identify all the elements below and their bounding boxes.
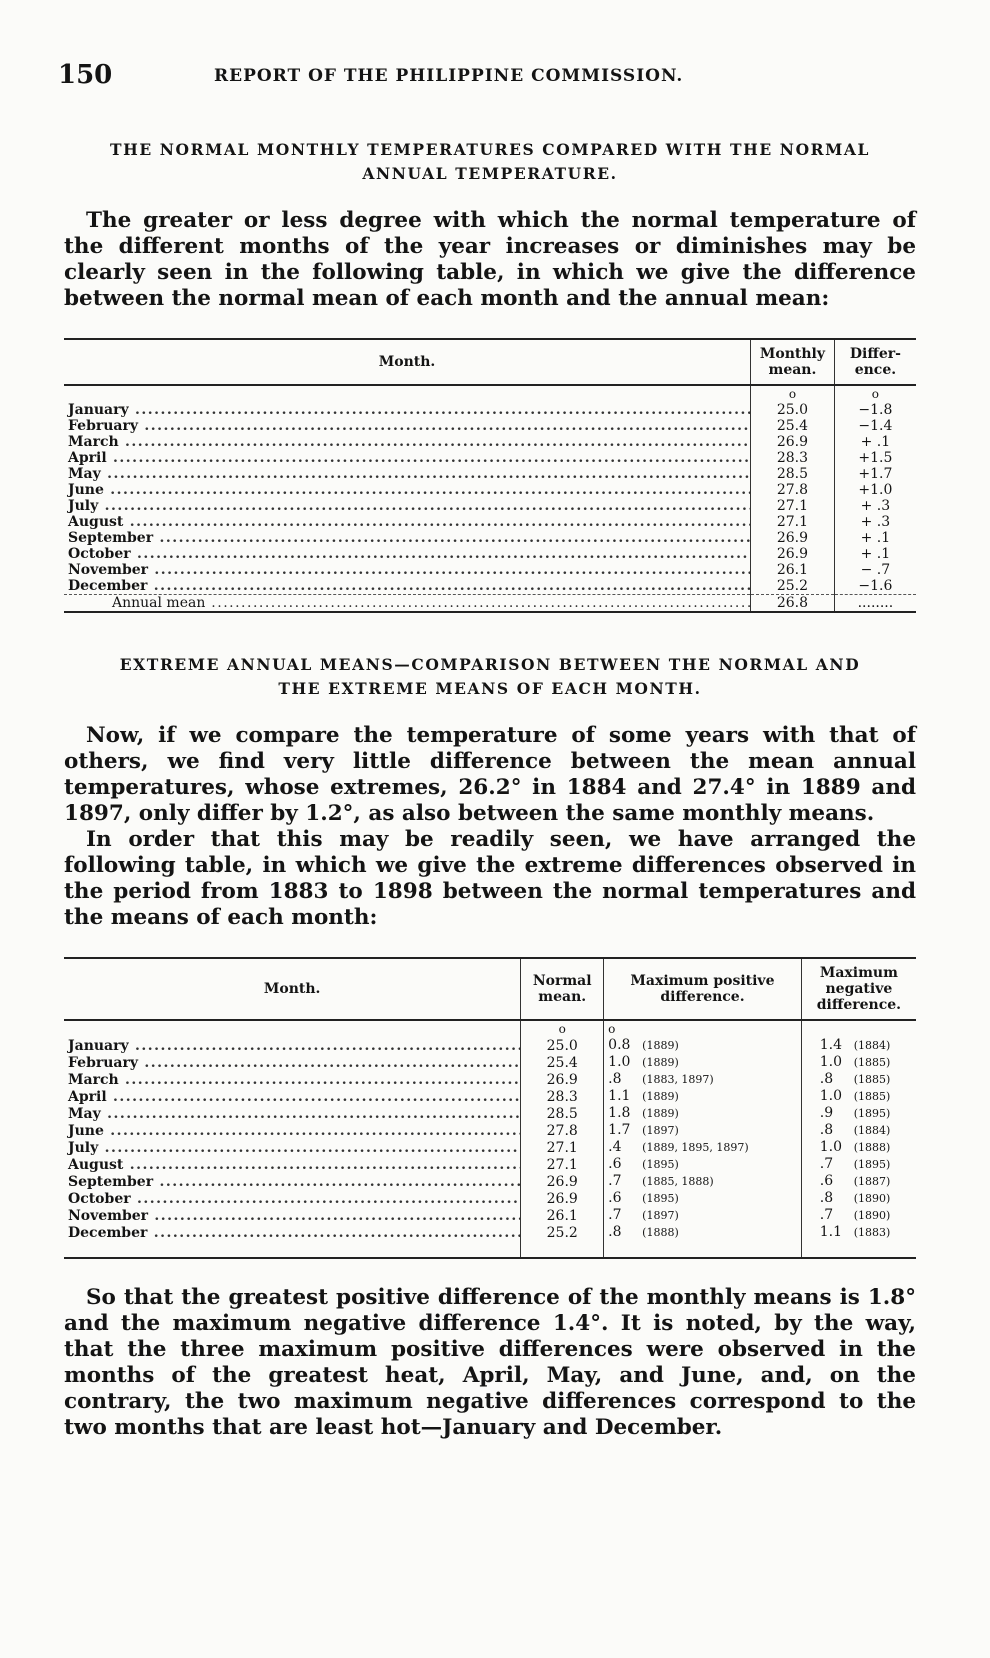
table1-unit-mean: o: [751, 385, 835, 402]
table2-pos-value: 1.7: [608, 1122, 631, 1138]
table1-header-diff: Differ-ence.: [834, 339, 916, 385]
table2-pos-cell: [604, 1122, 802, 1139]
table1-diff-cell: −1.4: [834, 418, 916, 434]
table1-mean-cell: 25.4: [751, 418, 835, 434]
table2-month-cell: [64, 1088, 521, 1105]
table2-neg-value: 1.1: [819, 1224, 843, 1240]
table2-pos-cell: [604, 1156, 802, 1173]
table1-month-cell: [64, 498, 751, 514]
table2-neg-value: .8: [819, 1122, 834, 1138]
table2-mean-cell: 27.8: [521, 1122, 604, 1139]
table2-pos-cell: [604, 1173, 802, 1190]
table1-header-month: Month.: [378, 354, 436, 370]
table2-pos-year: (1895): [642, 1192, 679, 1205]
page-header: [58, 56, 916, 96]
table2-header-month: Month.: [263, 981, 321, 997]
table2-neg-value: 1.4: [819, 1037, 843, 1053]
table-row: [64, 1088, 916, 1105]
table2-neg-cell: [801, 1122, 916, 1139]
table1-mean-cell: 28.3: [751, 450, 835, 466]
table2-neg-cell: [801, 1173, 916, 1190]
table2-neg-cell: [801, 1190, 916, 1207]
table2-month-cell: [64, 1037, 521, 1054]
table2-pos-cell: [604, 1105, 802, 1122]
table2-pos-year: (1883, 1897): [642, 1073, 714, 1086]
table2-pos-value: 1.8: [608, 1105, 631, 1121]
table2-pos-value: .7: [608, 1173, 622, 1189]
table1-header-mean: Monthly mean.: [751, 339, 835, 385]
table-row: [64, 1156, 916, 1173]
table1-unit-diff: o: [834, 385, 916, 402]
table2-mean-cell: 25.2: [521, 1224, 604, 1241]
table-row: [64, 482, 916, 498]
table1-diff-cell: + .1: [834, 530, 916, 546]
table2-pos-cell: [604, 1088, 802, 1105]
table2-neg-value: .8: [819, 1190, 834, 1206]
table2-month-text: October: [68, 1190, 131, 1207]
table2-pos-cell: [604, 1071, 802, 1088]
table2-month-cell: [64, 1207, 521, 1224]
section1-heading-line1: THE NORMAL MONTHLY TEMPERATURES COMPARED WITH THE NORMAL: [109, 140, 871, 159]
table2-body: [64, 1020, 916, 1241]
section2-paragraph1: Now, if we compare the temperature of some years with that of others, we find very little difference between the mean annual temperatures, whose extremes, 26.2° in 1884 and 27.4° in 1889 and 1897, only differ by 1.2°, as also between the same monthly means.: [64, 723, 916, 826]
table1-total-label-text: Annual mean: [112, 595, 206, 611]
table1-diff-cell: +1.5: [834, 450, 916, 466]
table1-month-cell: [64, 418, 751, 434]
table2-neg-value: 1.0: [819, 1139, 843, 1155]
table1-month-text: December: [68, 578, 148, 594]
table2-pos-value: .8: [608, 1224, 622, 1240]
table-row: [64, 1173, 916, 1190]
table1-total-row: [64, 595, 916, 613]
table1-mean-cell: 26.1: [751, 562, 835, 578]
section1-paragraph: The greater or less degree with which the normal temperature of the different months of the year increases or diminishes may be clearly seen in the following table, in which we give the difference between the normal mean of each month and the annual mean:: [64, 208, 916, 311]
table1-mean-cell: 28.5: [751, 466, 835, 482]
table1-mean-cell: 26.9: [751, 530, 835, 546]
table-row: [64, 418, 916, 434]
table2-pos-value: 1.0: [608, 1054, 631, 1070]
table2-pos-year: (1889, 1895, 1897): [642, 1141, 749, 1154]
table2-pos-cell: [604, 1037, 802, 1054]
table2-pos-value: .8: [608, 1071, 622, 1087]
table2-mean-cell: 28.5: [521, 1105, 604, 1122]
table1-total-value: 26.8: [751, 595, 835, 613]
table1-mean-cell: 25.2: [751, 578, 835, 595]
table2-month-text: September: [68, 1173, 154, 1190]
table1-month-text: November: [68, 562, 149, 578]
table-row: [64, 1139, 916, 1156]
table2-neg-value: .7: [819, 1156, 834, 1172]
table2-pos-year: (1889): [642, 1107, 679, 1120]
table-row: [64, 1122, 916, 1139]
table2-pos-cell: [604, 1190, 802, 1207]
table2-neg-cell: [801, 1224, 916, 1241]
table1-month-text: September: [68, 530, 154, 546]
table1-month-text: August: [68, 514, 124, 530]
table1-unit-row: [64, 385, 916, 402]
table1-diff-cell: +1.0: [834, 482, 916, 498]
table2-mean-cell: 27.1: [521, 1139, 604, 1156]
table-row: [64, 546, 916, 562]
table2-month-text: February: [68, 1054, 139, 1071]
table2-neg-cell: [801, 1088, 916, 1105]
closing-paragraph: So that the greatest positive difference of the monthly means is 1.8° and the maximum negative difference 1.4°. It is noted, by the way, that the three maximum positive differences were observed in the months of the greatest heat, April, May, and June, and, on the contrary, the two maximum negative differences correspond to the two months that are least hot—January and December.: [64, 1285, 916, 1440]
table1-mean-cell: 26.9: [751, 434, 835, 450]
table-row: [64, 578, 916, 595]
table2-neg-value: .7: [819, 1207, 834, 1223]
table2-month-text: December: [68, 1224, 148, 1241]
table2-neg-year: (1895): [853, 1158, 891, 1171]
page-number: 150: [58, 60, 113, 90]
table1-diff-cell: +1.7: [834, 466, 916, 482]
table2-pos-year: (1897): [642, 1209, 679, 1222]
table2-month-cell: [64, 1139, 521, 1156]
table2-neg-year: (1895): [853, 1107, 891, 1120]
table2-unit-row: [64, 1020, 916, 1037]
table2-neg-cell: [801, 1054, 916, 1071]
table2-month-text: May: [68, 1105, 101, 1122]
table1-diff-cell: + .1: [834, 434, 916, 450]
table1-month-cell: [64, 546, 751, 562]
document-page: [58, 56, 916, 1441]
table2-pos-year: (1885, 1888): [642, 1175, 714, 1188]
table1-mean-cell: 25.0: [751, 402, 835, 418]
table2-unit-mean: o: [521, 1020, 604, 1037]
table2-month-text: January: [68, 1037, 129, 1054]
table2-neg-value: 1.0: [819, 1088, 843, 1104]
table2-mean-cell: 26.9: [521, 1173, 604, 1190]
table2-neg-cell: [801, 1207, 916, 1224]
table2-neg-year: (1883): [853, 1226, 891, 1239]
section2-heading-line1: EXTREME ANNUAL MEANS—COMPARISON BETWEEN THE NORMAL AND: [119, 655, 861, 674]
table1-diff-cell: −1.8: [834, 402, 916, 418]
table2-pos-value: .7: [608, 1207, 622, 1223]
table-row: [64, 1105, 916, 1122]
table2-pos-value: 1.1: [608, 1088, 631, 1104]
table1-month-cell: [64, 514, 751, 530]
table2-neg-value: .9: [819, 1105, 834, 1121]
table-row: [64, 1037, 916, 1054]
table2-neg-year: (1890): [853, 1192, 891, 1205]
table1-month-text: July: [68, 498, 99, 514]
table2-month-text: June: [68, 1122, 104, 1139]
table1-mean-cell: 27.1: [751, 514, 835, 530]
table2-neg-value: .6: [819, 1173, 834, 1189]
table1-month-text: April: [68, 450, 107, 466]
table2-neg-year: (1888): [853, 1141, 891, 1154]
table2-month-text: August: [68, 1156, 124, 1173]
table-row: [64, 498, 916, 514]
table2-header-row: [64, 958, 916, 1020]
table2-month-text: April: [68, 1088, 107, 1105]
table2-month-cell: [64, 1190, 521, 1207]
table2-pos-year: (1897): [642, 1124, 679, 1137]
monthly-mean-table: [64, 338, 916, 613]
table1-month-text: March: [68, 434, 119, 450]
table1-diff-cell: −1.6: [834, 578, 916, 595]
table2-neg-year: (1885): [853, 1090, 891, 1103]
table2-mean-cell: 26.9: [521, 1071, 604, 1088]
table2-neg-year: (1887): [853, 1175, 891, 1188]
table2-mean-cell: 26.1: [521, 1207, 604, 1224]
table1-month-text: February: [68, 418, 139, 434]
table2-month-cell: [64, 1122, 521, 1139]
table1-month-cell: [64, 482, 751, 498]
table-row: [64, 402, 916, 418]
table2-mean-cell: 26.9: [521, 1190, 604, 1207]
table-row: [64, 514, 916, 530]
table2-pos-year: (1888): [642, 1226, 679, 1239]
table2-neg-cell: [801, 1105, 916, 1122]
table2-pos-cell: [604, 1054, 802, 1071]
table1-diff-cell: + .3: [834, 514, 916, 530]
table2-pos-year: (1889): [642, 1056, 679, 1069]
table-row: [64, 434, 916, 450]
table-row: [64, 562, 916, 578]
table2-pos-value: .6: [608, 1156, 622, 1172]
table2-pos-year: (1889): [642, 1090, 679, 1103]
table2-pos-value: .4: [608, 1139, 622, 1155]
section1-heading-line2: ANNUAL TEMPERATURE.: [362, 164, 618, 183]
table2-month-cell: [64, 1224, 521, 1241]
table2-header-mean: Normal mean.: [521, 958, 604, 1020]
table1-mean-cell: 26.9: [751, 546, 835, 562]
table2-neg-cell: [801, 1037, 916, 1054]
table2-month-cell: [64, 1156, 521, 1173]
table2-mean-cell: 27.1: [521, 1156, 604, 1173]
table1-month-cell: [64, 466, 751, 482]
section2-heading-line2: THE EXTREME MEANS OF EACH MONTH.: [278, 679, 702, 698]
table1-month-cell: [64, 450, 751, 466]
table2-mean-cell: 25.0: [521, 1037, 604, 1054]
table-row: [64, 1224, 916, 1241]
table2-month-text: November: [68, 1207, 149, 1224]
table2-unit-pos: o: [604, 1020, 802, 1037]
table2-month-cell: [64, 1071, 521, 1088]
table1-month-cell: [64, 434, 751, 450]
table-row: [64, 466, 916, 482]
table2-mean-cell: 28.3: [521, 1088, 604, 1105]
table1-month-text: October: [68, 546, 131, 562]
extreme-means-table: [64, 957, 916, 1259]
table2-pos-cell: [604, 1139, 802, 1156]
table1-month-text: January: [68, 402, 129, 418]
table2-unit-neg: [801, 1020, 916, 1037]
table2-month-cell: [64, 1054, 521, 1071]
table1-month-cell: [64, 530, 751, 546]
table1-total-diff: ........: [834, 595, 916, 613]
table-row: [64, 450, 916, 466]
table2-bottom-rule: [64, 1241, 916, 1258]
table-row: [64, 1190, 916, 1207]
table2-neg-cell: [801, 1156, 916, 1173]
table1-month-cell: [64, 562, 751, 578]
table2-pos-cell: [604, 1207, 802, 1224]
table2-pos-value: .6: [608, 1190, 622, 1206]
table2-header-pos: Maximum positive difference.: [604, 958, 802, 1020]
table2-month-cell: [64, 1105, 521, 1122]
table2-pos-year: (1889): [642, 1039, 679, 1052]
table1-mean-cell: 27.1: [751, 498, 835, 514]
table2-neg-year: (1890): [853, 1209, 891, 1222]
table1-month-cell: [64, 578, 751, 595]
table1-total-label: [64, 595, 751, 613]
table2-month-text: March: [68, 1071, 119, 1088]
table2-month-cell: [64, 1173, 521, 1190]
table2-neg-year: (1885): [853, 1056, 891, 1069]
table2-pos-year: (1895): [642, 1158, 679, 1171]
table1-header-row: [64, 339, 916, 385]
running-title: REPORT OF THE PHILIPPINE COMMISSION.: [214, 66, 684, 86]
table1-diff-cell: + .3: [834, 498, 916, 514]
table2-pos-cell: [604, 1224, 802, 1241]
table1-mean-cell: 27.8: [751, 482, 835, 498]
table2-neg-cell: [801, 1071, 916, 1088]
table-row: [64, 530, 916, 546]
table2-pos-value: 0.8: [608, 1037, 631, 1053]
table2-neg-value: .8: [819, 1071, 834, 1087]
table-row: [64, 1207, 916, 1224]
table1-month-text: May: [68, 466, 101, 482]
table1-month-cell: [64, 402, 751, 418]
table2-neg-cell: [801, 1139, 916, 1156]
table2-neg-value: 1.0: [819, 1054, 843, 1070]
table2-neg-year: (1884): [853, 1124, 891, 1137]
table1-diff-cell: − .7: [834, 562, 916, 578]
table2-header-neg: Maximum negative difference.: [801, 958, 916, 1020]
table2-month-text: July: [68, 1139, 99, 1156]
table2-neg-year: (1885): [853, 1073, 891, 1086]
table1-body: [64, 385, 916, 595]
table-row: [64, 1054, 916, 1071]
table2-mean-cell: 25.4: [521, 1054, 604, 1071]
section2-paragraph2: In order that this may be readily seen, we have arranged the following table, in which we give the extreme differences observed in the period from 1883 to 1898 between the normal temperatures and the means of each month:: [64, 827, 916, 930]
table-row: [64, 1071, 916, 1088]
table1-month-text: June: [68, 482, 104, 498]
table1-diff-cell: + .1: [834, 546, 916, 562]
table2-neg-year: (1884): [853, 1039, 891, 1052]
